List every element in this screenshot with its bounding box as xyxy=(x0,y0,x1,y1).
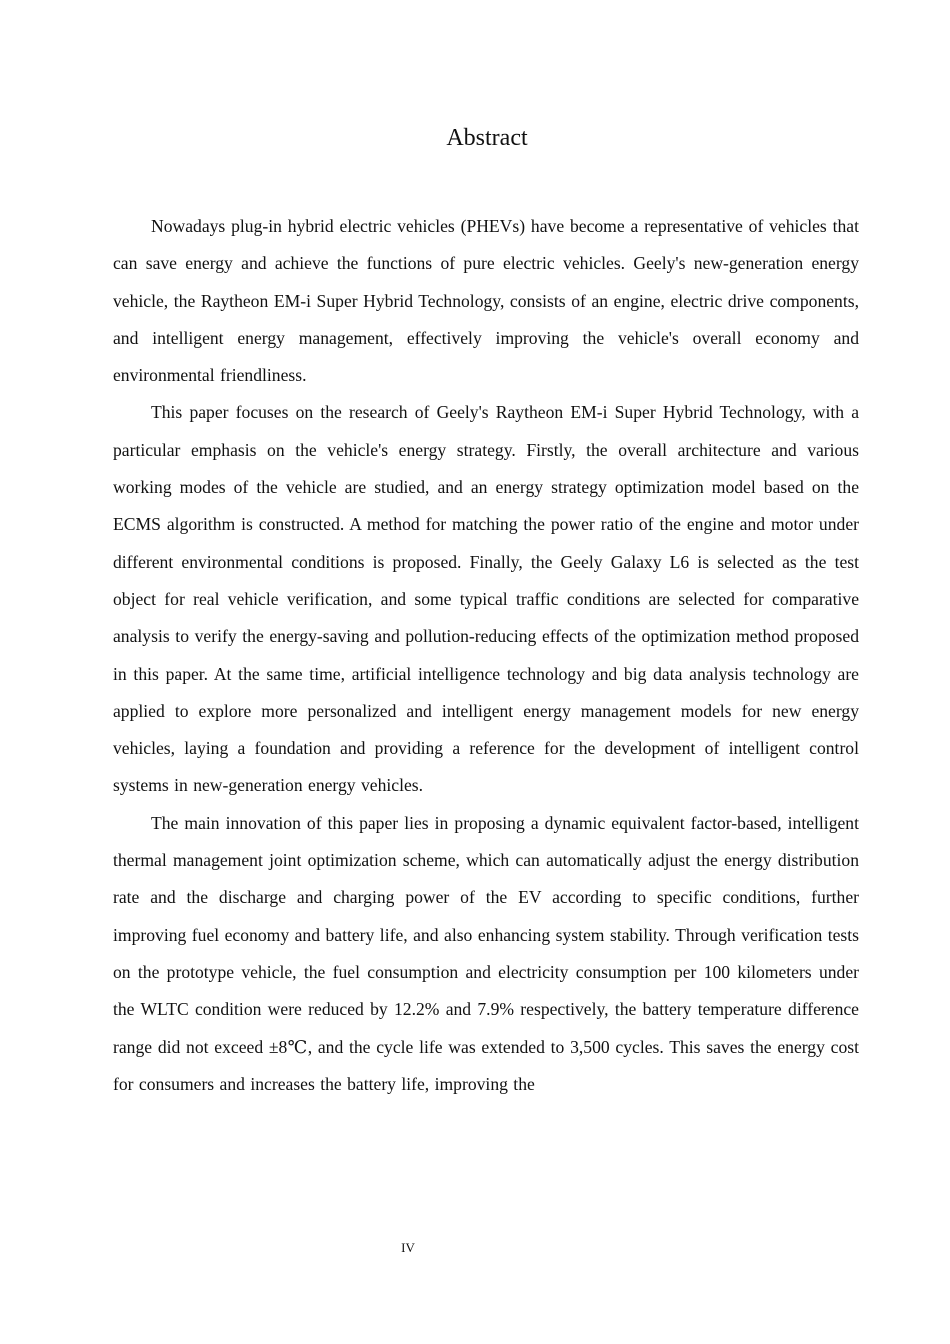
abstract-paragraph-3: The main innovation of this paper lies in proposing a dynamic equivalent factor-based, intelligent thermal management joint optimization scheme, which can automatically adjust the energy distribution rate and the discharge and charging power of the EV according to specific conditions, further improving fuel economy and battery life, and also enhancing system stability. Through verification tests on the prototype vehicle, the fuel consumption and electricity consumption per 100 kilometers under the WLTC condition were reduced by 12.2% and 7.9% respectively, the battery temperature difference range did not exceed ±8℃, and the cycle life was extended to 3,500 cycles. This saves the energy cost for consumers and increases the battery life, improving the xyxy=(113,812,859,1094)
abstract-title: Abstract xyxy=(446,125,528,151)
abstract-paragraph-1: Nowadays plug-in hybrid electric vehicles (PHEVs) have become a representative of vehicles that can save energy and achieve the functions of pure electric vehicles. Geely's new-generation energy vehicle, the Raytheon EM-i Super Hybrid Technology, consists of an engine, electric drive components, and intelligent energy management, effectively improving the vehicle's overall economy and environmental friendliness. xyxy=(113,216,859,386)
page-number: IV xyxy=(401,1240,415,1255)
abstract-paragraph-2: This paper focuses on the research of Geely's Raytheon EM-i Super Hybrid Technology, with a particular emphasis on the vehicle's energy strategy. Firstly, the overall architecture and various working modes of the vehicle are studied, and an energy strategy optimization model based on the ECMS algorithm is constructed. A method for matching the power ratio of the engine and motor under different environmental conditions is proposed. Finally, the Geely Galaxy L6 is selected as the test object for real vehicle verification, and some typical traffic conditions are selected for comparative analysis to verify the energy-saving and pollution-reducing effects of the optimization method proposed in this paper. At the same time, artificial intelligence technology and big data analysis technology are applied to explore more personalized and intelligent energy management models for new energy vehicles, laying a foundation and providing a reference for the development of intelligent control systems in new-generation energy vehicles. xyxy=(113,402,859,796)
abstract-body xyxy=(113,208,859,1103)
